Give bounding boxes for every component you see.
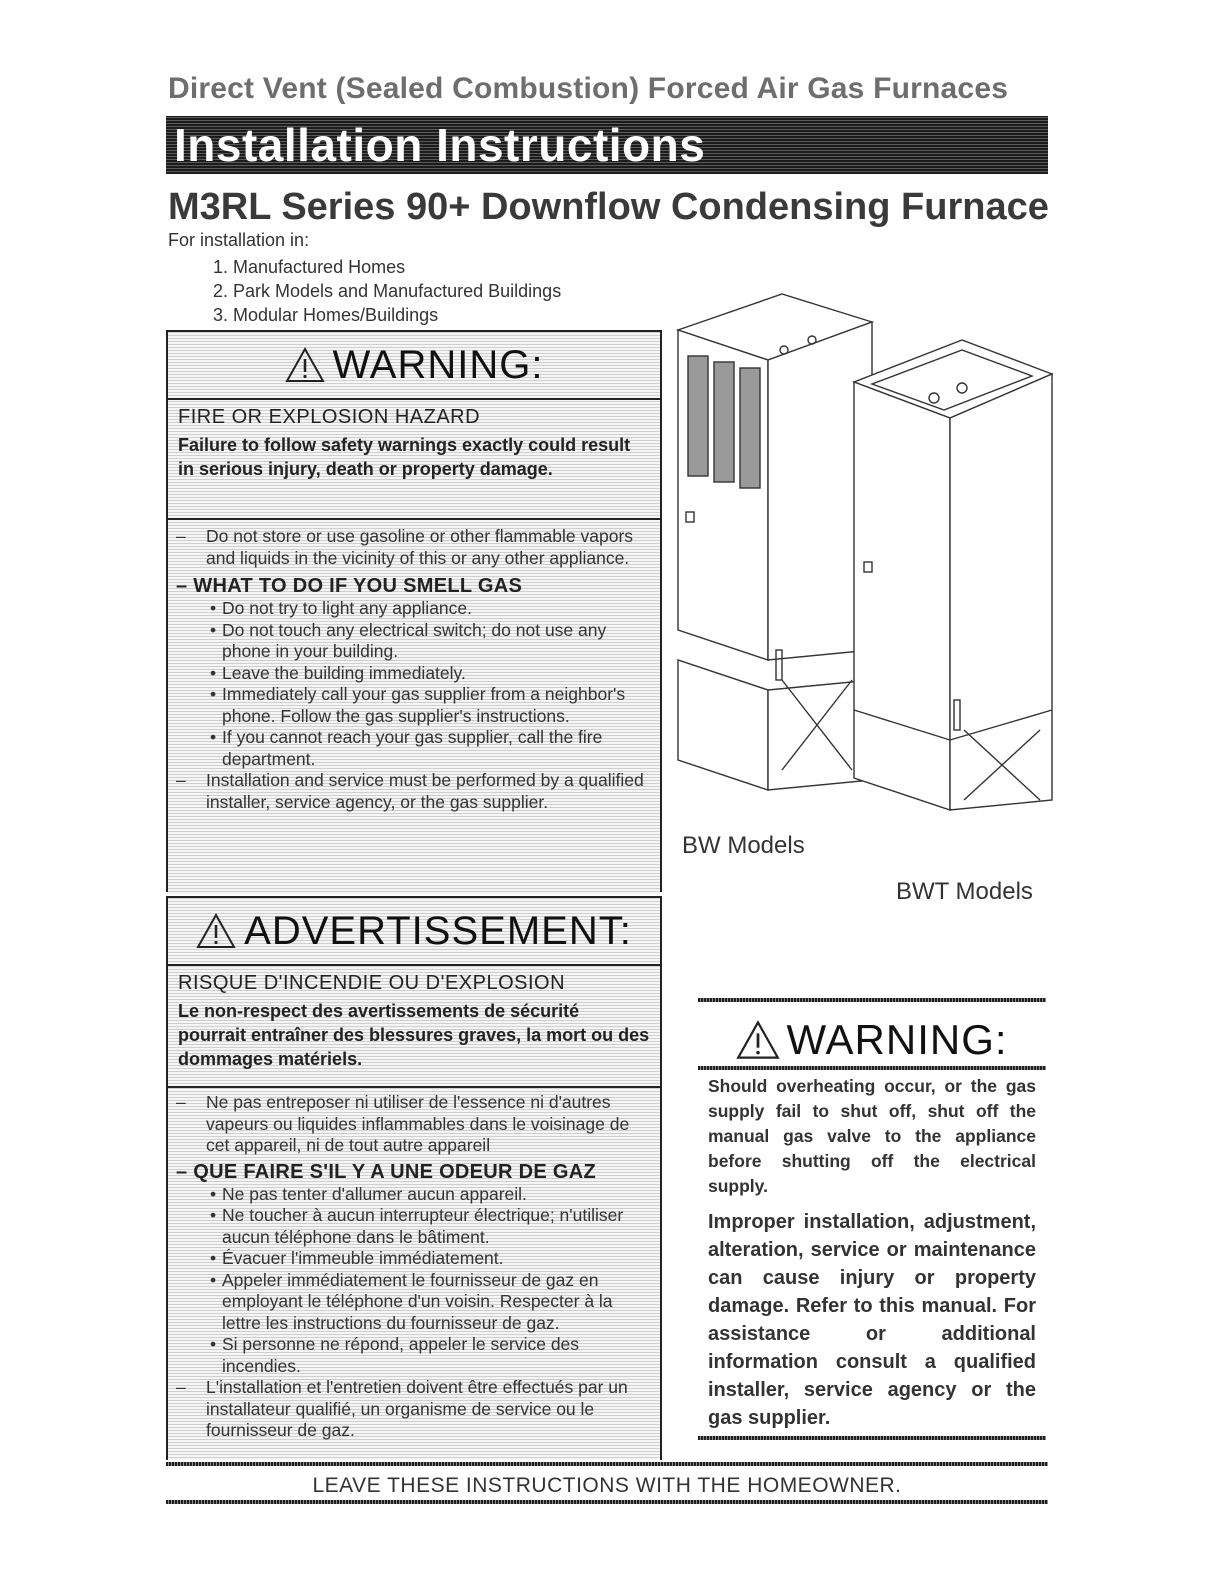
list-item: • If you cannot reach your gas supplier, call the fire department. <box>210 727 603 769</box>
list-item: • Évacuer l'immeuble immédiatement. <box>210 1248 504 1268</box>
warning-header <box>168 898 660 966</box>
hazard-section <box>168 966 660 1088</box>
bw-models-label: BW Models <box>682 832 805 859</box>
document-supertitle: Direct Vent (Sealed Combustion) Forced Air Gas Furnaces <box>168 72 1009 105</box>
instructions-section <box>168 520 660 894</box>
hazard-body: Le non-respect des avertissements de sécurité pourrait entraîner des blessures graves, la mort ou des dommages matériels. <box>178 1001 650 1069</box>
banner-title: Installation Instructions <box>174 119 706 171</box>
smell-gas-heading: – QUE FAIRE S'IL Y A UNE ODEUR DE GAZ <box>176 1160 597 1183</box>
dash-glyph: – <box>176 526 186 546</box>
dash-glyph: – <box>176 1377 186 1397</box>
list-item: 1. Manufactured Homes <box>213 257 406 277</box>
title-banner <box>166 116 1048 174</box>
installation-list <box>213 255 561 327</box>
divider <box>698 1066 1046 1070</box>
hazard-section <box>168 400 660 520</box>
furnace-illustration <box>672 290 1062 850</box>
instruction-item: – Do not store or use gasoline or other flammable vapors and liquids in the vicinity of this or any other appliance. <box>176 526 634 568</box>
divider <box>698 998 1046 1002</box>
list-item: • Leave the building immediately. <box>210 662 466 683</box>
overheating-warning-text: Should overheating occur, or the gas supply fail to shut off, shut off the manual gas valve to the appliance before shutting off the electrical supply. <box>708 1076 1036 1196</box>
bw-furnace-drawing <box>678 294 872 790</box>
instruction-item: – Ne pas entreposer ni utiliser de l'essence ni d'autres vapeurs ou liquides inflammables dans le voisinage de cet appareil, ni de tout autre appareil <box>176 1092 630 1155</box>
list-item: • Ne pas tenter d'allumer aucun appareil. <box>210 1183 527 1204</box>
footer-notice: LEAVE THESE INSTRUCTIONS WITH THE HOMEOWNER. <box>312 1474 902 1497</box>
hazard-title: RISQUE D'INCENDIE OU D'EXPLOSION <box>178 972 566 994</box>
list-item: • Do not try to light any appliance. <box>210 598 473 618</box>
warning-triangle-icon <box>736 1020 780 1060</box>
hazard-body: Failure to follow safety warnings exactly could result in serious injury, death or property damage. <box>178 435 631 479</box>
dash-glyph: – <box>176 1160 194 1183</box>
bwt-models-label: BWT Models <box>896 878 1033 905</box>
bwt-furnace-drawing <box>854 340 1052 810</box>
intro-label: For installation in: <box>168 230 310 250</box>
instructions-section <box>168 1088 660 1460</box>
warning-box-right <box>698 1014 1046 1066</box>
warning-title: WARNING: <box>332 342 544 387</box>
warning-header <box>168 332 660 400</box>
list-item: • Immediately call your gas supplier from a neighbor's phone. Follow the gas supplier's instructions. <box>210 684 626 726</box>
list-item: • Ne toucher à aucun interrupteur électrique; n'utiliser aucun téléphone dans le bâtiment. <box>210 1205 624 1247</box>
dash-glyph: – <box>176 770 186 790</box>
installation-intro <box>168 230 561 327</box>
smell-gas-heading: – WHAT TO DO IF YOU SMELL GAS <box>176 575 523 597</box>
warning-triangle-icon <box>196 913 236 949</box>
dash-glyph: – <box>176 575 194 597</box>
dash-glyph: – <box>176 1092 186 1112</box>
instruction-item: – L'installation et l'entretien doivent être effectués par un installateur qualifié, un organisme de service ou le fournisseur de gaz. <box>176 1377 628 1440</box>
list-item: 2. Park Models and Manufactured Buildings <box>213 281 562 301</box>
divider <box>698 1436 1046 1440</box>
warning-title: ADVERTISSEMENT: <box>244 908 632 953</box>
warning-header <box>698 1014 1046 1066</box>
instruction-item: – Installation and service must be performed by a qualified installer, service agency, or the gas supplier. <box>176 770 644 812</box>
list-item: • Appeler immédiatement le fournisseur de gaz en employant le téléphone d'un voisin. Respecter à la lettre les instructions du fournisseur de gaz. <box>210 1269 613 1333</box>
improper-installation-text: Improper installation, adjustment, alteration, service or maintenance can cause injury or property damage. Refer to this manual. For assistance or additional information consult a qualified installer, service agency or the gas supplier. <box>708 1211 1036 1429</box>
warning-box-french <box>166 896 662 1460</box>
hazard-title: FIRE OR EXPLOSION HAZARD <box>178 406 481 428</box>
series-title: M3RL Series 90+ Downflow Condensing Furnace <box>168 186 1049 228</box>
warning-title: WARNING: <box>786 1016 1008 1063</box>
divider <box>166 1500 1048 1504</box>
warning-box-english <box>166 330 662 892</box>
list-item: • Si personne ne répond, appeler le service des incendies. <box>210 1334 580 1376</box>
list-item: • Do not touch any electrical switch; do not use any phone in your building. <box>210 619 607 661</box>
divider <box>166 1462 1048 1466</box>
list-item: 3. Modular Homes/Buildings <box>213 305 439 325</box>
warning-triangle-icon <box>285 347 325 383</box>
